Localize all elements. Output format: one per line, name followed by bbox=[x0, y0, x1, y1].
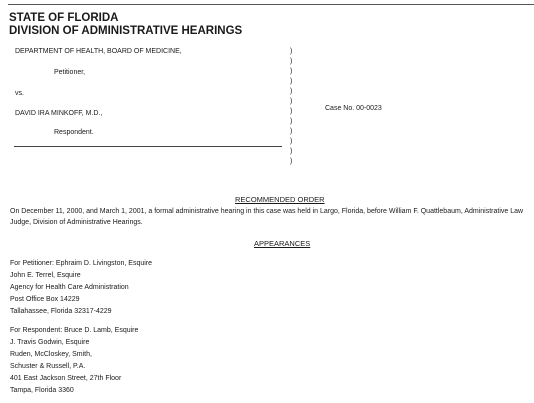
petitioner-counsel-block bbox=[10, 258, 152, 318]
petitioner-name: DEPARTMENT OF HEALTH, BOARD OF MEDICINE, bbox=[15, 48, 182, 55]
respondent-name: DAVID IRA MINKOFF, M.D., bbox=[15, 110, 103, 117]
division-heading: DIVISION OF ADMINISTRATIVE HEARINGS bbox=[9, 25, 243, 37]
petitioner-counsel-line: For Petitioner: Ephraim D. Livingston, Esquire bbox=[10, 260, 153, 267]
state-heading: STATE OF FLORIDA bbox=[9, 12, 119, 24]
respondent-role: Respondent. bbox=[54, 129, 94, 136]
caption-paren: ) bbox=[290, 88, 293, 95]
case-number: Case No. 00-0023 bbox=[325, 105, 382, 112]
respondent-counsel-line: For Respondent: Bruce D. Lamb, Esquire bbox=[10, 327, 139, 334]
caption-paren: ) bbox=[290, 158, 293, 165]
top-rule bbox=[8, 4, 534, 5]
respondent-counsel-line: Ruden, McCloskey, Smith, bbox=[10, 351, 92, 358]
appearances-heading: APPEARANCES bbox=[254, 239, 311, 248]
caption-paren: ) bbox=[290, 108, 293, 115]
caption-paren: ) bbox=[290, 128, 293, 135]
versus-label: vs. bbox=[15, 90, 24, 97]
caption-paren: ) bbox=[290, 118, 293, 125]
petitioner-counsel-line: Agency for Health Care Administration bbox=[10, 284, 129, 291]
caption-paren: ) bbox=[290, 138, 293, 145]
caption-paren: ) bbox=[290, 78, 293, 85]
caption-divider bbox=[14, 146, 282, 147]
respondent-counsel-line: Tampa, Florida 3360 bbox=[10, 387, 74, 394]
respondent-counsel-line: J. Travis Godwin, Esquire bbox=[10, 339, 90, 346]
caption-paren: ) bbox=[290, 148, 293, 155]
caption-paren: ) bbox=[290, 68, 293, 75]
respondent-counsel-line: 401 East Jackson Street, 27th Floor bbox=[10, 375, 122, 382]
petitioner-role: Petitioner, bbox=[54, 69, 86, 76]
caption-paren: ) bbox=[290, 98, 293, 105]
caption-paren: ) bbox=[290, 48, 293, 55]
petitioner-counsel-line: Post Office Box 14229 bbox=[10, 296, 80, 303]
petitioner-counsel-line: John E. Terrel, Esquire bbox=[10, 272, 81, 279]
petitioner-counsel-line: Tallahassee, Florida 32317-4229 bbox=[10, 308, 112, 315]
order-intro-paragraph: On December 11, 2000, and March 1, 2001, a formal administrative hearing in this case was held in Largo, Florida, before William F. Quattlebaum, Administrative Law Judge, Division of Administrative Hearings. bbox=[10, 208, 524, 226]
respondent-counsel-line: Schuster & Russell, P.A. bbox=[10, 363, 86, 370]
respondent-counsel-block bbox=[10, 325, 138, 397]
recommended-order-heading: RECOMMENDED ORDER bbox=[235, 195, 325, 204]
caption-paren: ) bbox=[290, 58, 293, 65]
